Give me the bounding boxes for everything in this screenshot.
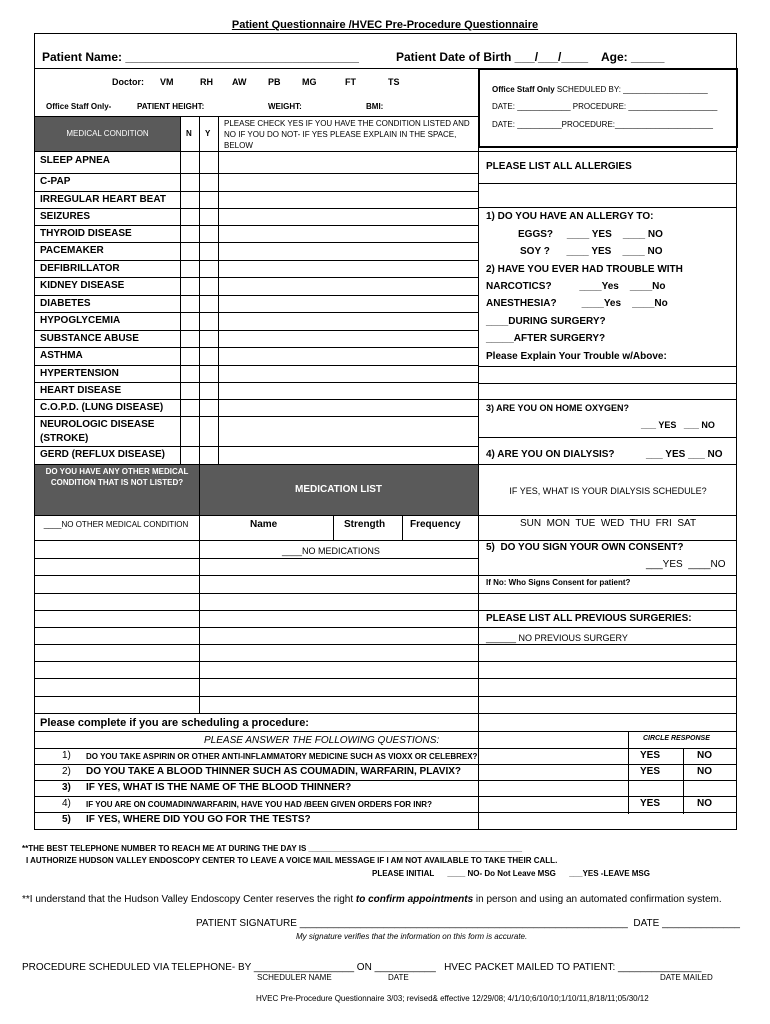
condition-label: PACEMAKER	[40, 245, 104, 256]
doctor-label: Doctor:	[112, 77, 144, 87]
procedure-question-number: 2)	[62, 766, 71, 777]
right-row-divider	[478, 383, 737, 384]
allergies-title: PLEASE LIST ALL ALLERGIES	[486, 161, 632, 172]
medication-row[interactable]	[34, 678, 478, 679]
procedure-yes-option[interactable]: YES	[640, 798, 661, 809]
condition-label: HEART DISEASE	[40, 385, 122, 396]
date-mailed-caption: DATE MAILED	[660, 973, 713, 982]
trouble-explain: Please Explain Your Trouble w/Above:	[486, 351, 667, 362]
medication-row[interactable]	[34, 627, 478, 628]
condition-label: SEIZURES	[40, 211, 91, 222]
condition-divider	[34, 416, 478, 417]
right-row-divider	[478, 183, 737, 184]
procedure-scheduled[interactable]: PROCEDURE SCHEDULED VIA TELEPHONE- BY __________________ ON ___________ HVEC PACKET MAILED TO PATIENT: _______________	[22, 962, 702, 973]
procedure-question-text: IF YOU ARE ON COUMADIN/WARFARIN, HAVE YOU HAD /BEEN GIVEN ORDERS FOR INR?	[86, 800, 432, 809]
condition-label: SLEEP APNEA	[40, 155, 111, 166]
right-row-divider	[478, 575, 737, 576]
med-col-strength: Strength	[344, 519, 386, 530]
height-field[interactable]: PATIENT HEIGHT:	[137, 102, 205, 111]
procedure-no-option[interactable]: NO	[697, 750, 712, 761]
condition-label: IRREGULAR HEART BEAT	[40, 194, 166, 205]
condition-divider	[34, 295, 478, 296]
scheduled-by-text: SCHEDULED BY: ___________________	[556, 85, 708, 94]
dialysis-answer[interactable]: ___ YES ___ NO	[646, 449, 723, 460]
allergy-eggs[interactable]: EGGS? ____ YES ____ NO	[518, 229, 663, 240]
procedure-row-divider	[34, 812, 737, 813]
allergy-question: 1) DO YOU HAVE AN ALLERGY TO:	[486, 211, 654, 222]
condition-label: (STROKE)	[40, 433, 89, 444]
right-row-divider	[478, 207, 737, 208]
understand-em: to confirm appointments	[355, 894, 474, 905]
medication-row[interactable]	[34, 644, 478, 645]
best-phone[interactable]: **THE BEST TELEPHONE NUMBER TO REACH ME AT DURING THE DAY IS ________________________________________________	[22, 844, 523, 853]
doctor-ft[interactable]: FT	[345, 77, 356, 87]
dob-field[interactable]: Patient Date of Birth ___/___/____	[396, 50, 589, 64]
trouble-narcotics[interactable]: NARCOTICS? ____Yes ____No	[486, 281, 666, 292]
office-date-procedure-2[interactable]: DATE: __________PROCEDURE:______________________	[492, 120, 713, 129]
medical-condition-header: MEDICAL CONDITION	[35, 117, 180, 151]
office-staff-only-label: Office Staff Only	[492, 85, 555, 94]
procedure-question-number: 4)	[62, 798, 71, 809]
condition-divider	[34, 347, 478, 348]
doctor-aw[interactable]: AW	[232, 77, 247, 87]
col-no: N	[186, 129, 192, 138]
weight-field[interactable]: WEIGHT:	[268, 102, 302, 111]
procedure-no-option[interactable]: NO	[697, 766, 712, 777]
right-row-divider	[478, 464, 737, 465]
condition-divider	[34, 446, 478, 447]
revision-footer: HVEC Pre-Procedure Questionnaire 3/03; revised& effective 12/29/08; 4/1/10;6/10/10;1/10/11,8/18/11;05/30/12	[256, 994, 649, 1003]
medication-row[interactable]	[34, 610, 478, 611]
procedure-question-number: 3)	[62, 782, 71, 793]
no-medications[interactable]: ____NO MEDICATIONS	[282, 546, 380, 556]
doctor-ts[interactable]: TS	[388, 77, 400, 87]
patient-signature[interactable]: PATIENT SIGNATURE ___________________________________________________________ DATE ______________	[196, 918, 740, 929]
understand-pre: **I understand that the Hudson Valley Endoscopy Center reserves the right	[22, 894, 356, 905]
age-field[interactable]: Age: _____	[601, 50, 665, 64]
office-date-procedure-1[interactable]: DATE: ____________ PROCEDURE: ____________________	[492, 102, 718, 111]
other-conditions-header: DO YOU HAVE ANY OTHER MEDICAL CONDITION THAT IS NOT LISTED?	[35, 464, 199, 515]
condition-label: C.O.P.D. (LUNG DISEASE)	[40, 402, 164, 413]
condition-divider	[34, 382, 478, 383]
medication-row[interactable]	[34, 540, 478, 541]
no-other-condition[interactable]: ____NO OTHER MEDICAL CONDITION	[43, 520, 189, 529]
surgeries-title: PLEASE LIST ALL PREVIOUS SURGERIES:	[486, 613, 692, 624]
consent-if-no: If No: Who Signs Consent for patient?	[486, 578, 631, 587]
procedure-row-divider	[34, 764, 737, 765]
procedure-question-text: DO YOU TAKE ASPIRIN OR OTHER ANTI-INFLAMMATORY MEDICINE SUCH AS VIOXX OR CELEBREX?	[86, 752, 478, 761]
procedure-question-text: DO YOU TAKE A BLOOD THINNER SUCH AS COUMADIN, WARFARIN, PLAVIX?	[86, 766, 462, 777]
right-row-divider	[478, 366, 737, 367]
trouble-during[interactable]: ____DURING SURGERY?	[486, 316, 606, 327]
right-row-divider	[478, 627, 737, 628]
right-row-divider	[478, 515, 737, 516]
condition-divider	[34, 330, 478, 331]
condition-divider	[34, 399, 478, 400]
voicemail-initial[interactable]: PLEASE INITIAL ____ NO- Do Not Leave MSG ___YES -LEAVE MSG	[372, 869, 650, 878]
condition-label: HYPERTENSION	[40, 368, 119, 379]
form-title: Patient Questionnaire /HVEC Pre-Procedure Questionnaire	[231, 19, 539, 31]
right-row-divider	[478, 661, 737, 662]
right-row-divider	[478, 610, 737, 611]
condition-label: NEUROLOGIC DISEASE	[40, 419, 155, 430]
date-caption: DATE	[388, 973, 409, 982]
right-row-divider	[478, 696, 737, 697]
signature-verifies: My signature verifies that the information on this form is accurate.	[296, 932, 528, 941]
right-row-divider	[478, 437, 737, 438]
condition-label: C-PAP	[40, 176, 71, 187]
medication-row[interactable]	[34, 575, 478, 576]
procedure-row-divider	[34, 780, 737, 781]
scheduler-name-caption: SCHEDULER NAME	[257, 973, 332, 982]
right-row-divider	[478, 678, 737, 679]
med-col-name: Name	[250, 519, 278, 530]
condition-divider	[34, 208, 478, 209]
condition-divider	[34, 191, 478, 192]
condition-label: HYPOGLYCEMIA	[40, 315, 121, 326]
medication-row[interactable]	[34, 661, 478, 662]
right-row-divider	[478, 644, 737, 645]
procedure-no-option[interactable]: NO	[697, 798, 712, 809]
trouble-anesthesia[interactable]: ANESTHESIA? ____Yes ____No	[486, 298, 668, 309]
oxygen-answer[interactable]: ___ YES ___ NO	[641, 420, 715, 430]
doctor-pb[interactable]: PB	[268, 77, 281, 87]
patient-name-field[interactable]: Patient Name: ___________________________________	[42, 50, 359, 64]
procedure-row-divider	[34, 796, 737, 797]
condition-divider	[34, 173, 478, 174]
right-row-divider	[478, 593, 737, 594]
medication-row[interactable]	[34, 593, 478, 594]
col-yes: Y	[205, 129, 211, 138]
condition-label: DIABETES	[40, 298, 91, 309]
voicemail-authorization: I AUTHORIZE HUDSON VALLEY ENDOSCOPY CENTER TO LEAVE A VOICE MAIL MESSAGE IF I AM NOT AVAILABLE TO TAKE THEIR CALL.	[26, 856, 558, 865]
condition-label: KIDNEY DISEASE	[40, 280, 125, 291]
condition-divider	[34, 242, 478, 243]
understand-post: in person and using an automated confirmation system.	[473, 894, 722, 905]
procedure-yes-option[interactable]: YES	[640, 766, 661, 777]
oxygen-question: 3) ARE YOU ON HOME OXYGEN?	[486, 403, 630, 413]
allergy-soy[interactable]: SOY ? ____ YES ____ NO	[520, 246, 663, 257]
doctor-mg[interactable]: MG	[302, 77, 317, 87]
office-only-label: Office Staff Only-	[46, 102, 112, 111]
med-col-frequency: Frequency	[410, 519, 461, 530]
doctor-rh[interactable]: RH	[200, 77, 213, 87]
procedure-question-text: IF YES, WHERE DID YOU GO FOR THE TESTS?	[86, 814, 311, 825]
bmi-field[interactable]: BMI:	[366, 102, 384, 111]
procedure-row-divider	[34, 748, 737, 749]
dialysis-schedule: IF YES, WHAT IS YOUR DIALYSIS SCHEDULE?	[509, 486, 707, 496]
condition-label: THYROID DISEASE	[40, 228, 132, 239]
condition-divider	[34, 260, 478, 261]
trouble-after[interactable]: _____AFTER SURGERY?	[486, 333, 606, 344]
no-previous-surgery[interactable]: ______ NO PREVIOUS SURGERY	[486, 633, 628, 643]
dialysis-question: 4) ARE YOU ON DIALYSIS?	[486, 449, 615, 460]
procedure-heading: Please complete if you are scheduling a procedure:	[40, 717, 309, 729]
circle-response: CIRCLE RESPONSE	[643, 735, 710, 742]
trouble-question: 2) HAVE YOU EVER HAD TROUBLE WITH	[486, 264, 683, 275]
condition-label: ASTHMA	[40, 350, 83, 361]
medication-row[interactable]	[34, 558, 478, 559]
form-frame	[34, 33, 737, 830]
answer-following: PLEASE ANSWER THE FOLLOWING QUESTIONS:	[204, 735, 440, 746]
consent-answer[interactable]: ___YES ____NO	[646, 559, 726, 570]
procedure-question-number: 1)	[62, 750, 71, 761]
condition-divider	[34, 277, 478, 278]
right-row-divider	[478, 540, 737, 541]
condition-label: SUBSTANCE ABUSE	[40, 333, 139, 344]
consent-question: 5) DO YOU SIGN YOUR OWN CONSENT?	[486, 542, 684, 553]
right-row-divider	[478, 399, 737, 400]
condition-label: DEFIBRILLATOR	[40, 263, 120, 274]
condition-divider	[34, 365, 478, 366]
doctor-vm[interactable]: VM	[160, 77, 174, 87]
medication-row[interactable]	[34, 696, 478, 697]
dialysis-days[interactable]: SUN MON TUE WED THU FRI SAT	[519, 518, 697, 529]
condition-label: GERD (REFLUX DISEASE)	[40, 449, 166, 460]
procedure-yes-option[interactable]: YES	[640, 750, 661, 761]
procedure-question-number: 5)	[62, 814, 71, 825]
condition-divider	[34, 312, 478, 313]
medication-list-header: MEDICATION LIST	[199, 464, 478, 515]
condition-divider	[34, 225, 478, 226]
procedure-question-text: IF YES, WHAT IS THE NAME OF THE BLOOD THINNER?	[86, 782, 352, 793]
conditions-instructions: PLEASE CHECK YES IF YOU HAVE THE CONDITION LISTED AND NO IF YOU DO NOT- IF YES PLEASE EXPLAIN IN THE SPACE, BELOW	[224, 119, 470, 150]
office-scheduled-by[interactable]	[492, 85, 708, 94]
confirmation-statement	[22, 893, 722, 906]
